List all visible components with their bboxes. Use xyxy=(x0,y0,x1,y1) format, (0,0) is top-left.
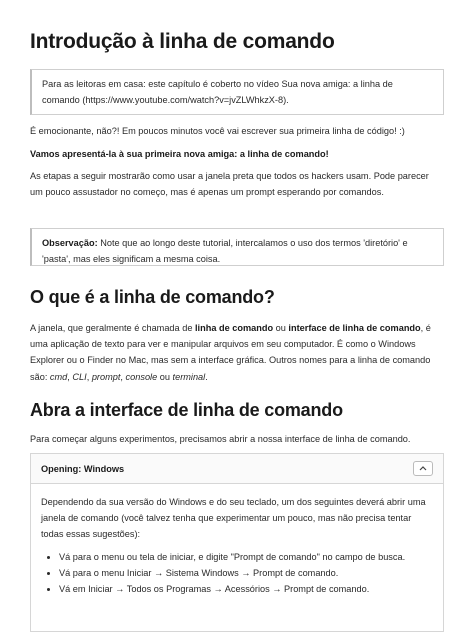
collapse-toggle-button[interactable] xyxy=(413,461,433,476)
chevron-up-icon xyxy=(419,466,427,471)
text-span: , é uma aplicação de texto para ver e manipular arquivos em seu computador. É como o Windows Explorer ou o Finder no Mac, mas sem a interface gráfica. Outros nomes para a linha de comando são: xyxy=(30,323,431,382)
note-text xyxy=(42,235,433,267)
list-item: • Vá em Iniciar → Todos os Programas → Acessórios → Prompt de comando. xyxy=(59,581,433,597)
section-heading-what-is: O que é a linha de comando? xyxy=(30,287,275,307)
term-terminal: terminal xyxy=(172,371,206,382)
list-item: • Vá para o menu Iniciar → Sistema Windows → Prompt de comando. xyxy=(59,565,433,581)
note-body: Note que ao longo deste tutorial, intercalamos o uso dos termos 'diretório' e 'pasta', mas eles significam a mesma coisa. xyxy=(42,238,408,265)
text-span: , xyxy=(86,371,92,382)
term-cmd: cmd xyxy=(49,371,68,382)
text-span: , xyxy=(67,371,73,382)
text-span: , xyxy=(120,371,126,382)
section-heading-open-cli: Abra a interface de linha de comando xyxy=(30,400,343,420)
note-box xyxy=(30,228,444,266)
term-cli: interface de linha de comando xyxy=(288,323,421,333)
list-item: • Vá para o menu ou tela de iniciar, e digite "Prompt de comando" no campo de busca. xyxy=(59,549,433,565)
note-label: Observação: xyxy=(42,238,98,248)
what-is-paragraph xyxy=(30,320,444,385)
collapsible-windows xyxy=(30,453,444,632)
text-span: A janela, que geralmente é chamada de xyxy=(30,323,195,333)
text-span: . xyxy=(205,371,208,382)
collapsible-body-text: Dependendo da sua versão do Windows e do seu teclado, um dos seguintes deverá abrir uma janela de comando (você talvez tenha que experimentar um pouco, mas não precisa tentar todas essas sugestões): xyxy=(41,497,426,540)
text-span: ou xyxy=(273,323,289,333)
collapsible-header[interactable] xyxy=(31,454,443,484)
intro-bold-paragraph xyxy=(30,146,444,162)
intro-paragraph: É emocionante, não?! Em poucos minutos você vai escrever sua primeira linha de código! :) xyxy=(30,126,405,136)
video-info-text: Para as leitoras em casa: este capítulo é coberto no vídeo Sua nova amiga: a linha de comando (https://www.youtube.com/watch?v=jvZLWhkzX-8). xyxy=(42,79,393,106)
video-info-box xyxy=(30,69,444,115)
steps-paragraph: As etapas a seguir mostrarão como usar a janela preta que todos os hackers usam. Pode parecer um pouco assustador no começo, mas é apenas um prompt esperando por comandos. xyxy=(30,171,429,198)
term-console: console xyxy=(125,371,158,382)
collapsible-body xyxy=(31,484,443,597)
instructions-list xyxy=(41,549,433,597)
page-title: Introdução à linha de comando xyxy=(30,30,335,53)
intro-bold-text: Vamos apresentá-la à sua primeira nova amiga: a linha de comando! xyxy=(30,149,329,159)
collapsible-title: Opening: Windows xyxy=(41,463,125,474)
term-cli-abbr: CLI xyxy=(72,371,87,382)
text-span: ou xyxy=(157,371,173,382)
term-prompt: prompt xyxy=(91,371,121,382)
open-cli-paragraph: Para começar alguns experimentos, precisamos abrir a nossa interface de linha de comando. xyxy=(30,434,411,444)
term-command-line: linha de comando xyxy=(194,323,274,333)
